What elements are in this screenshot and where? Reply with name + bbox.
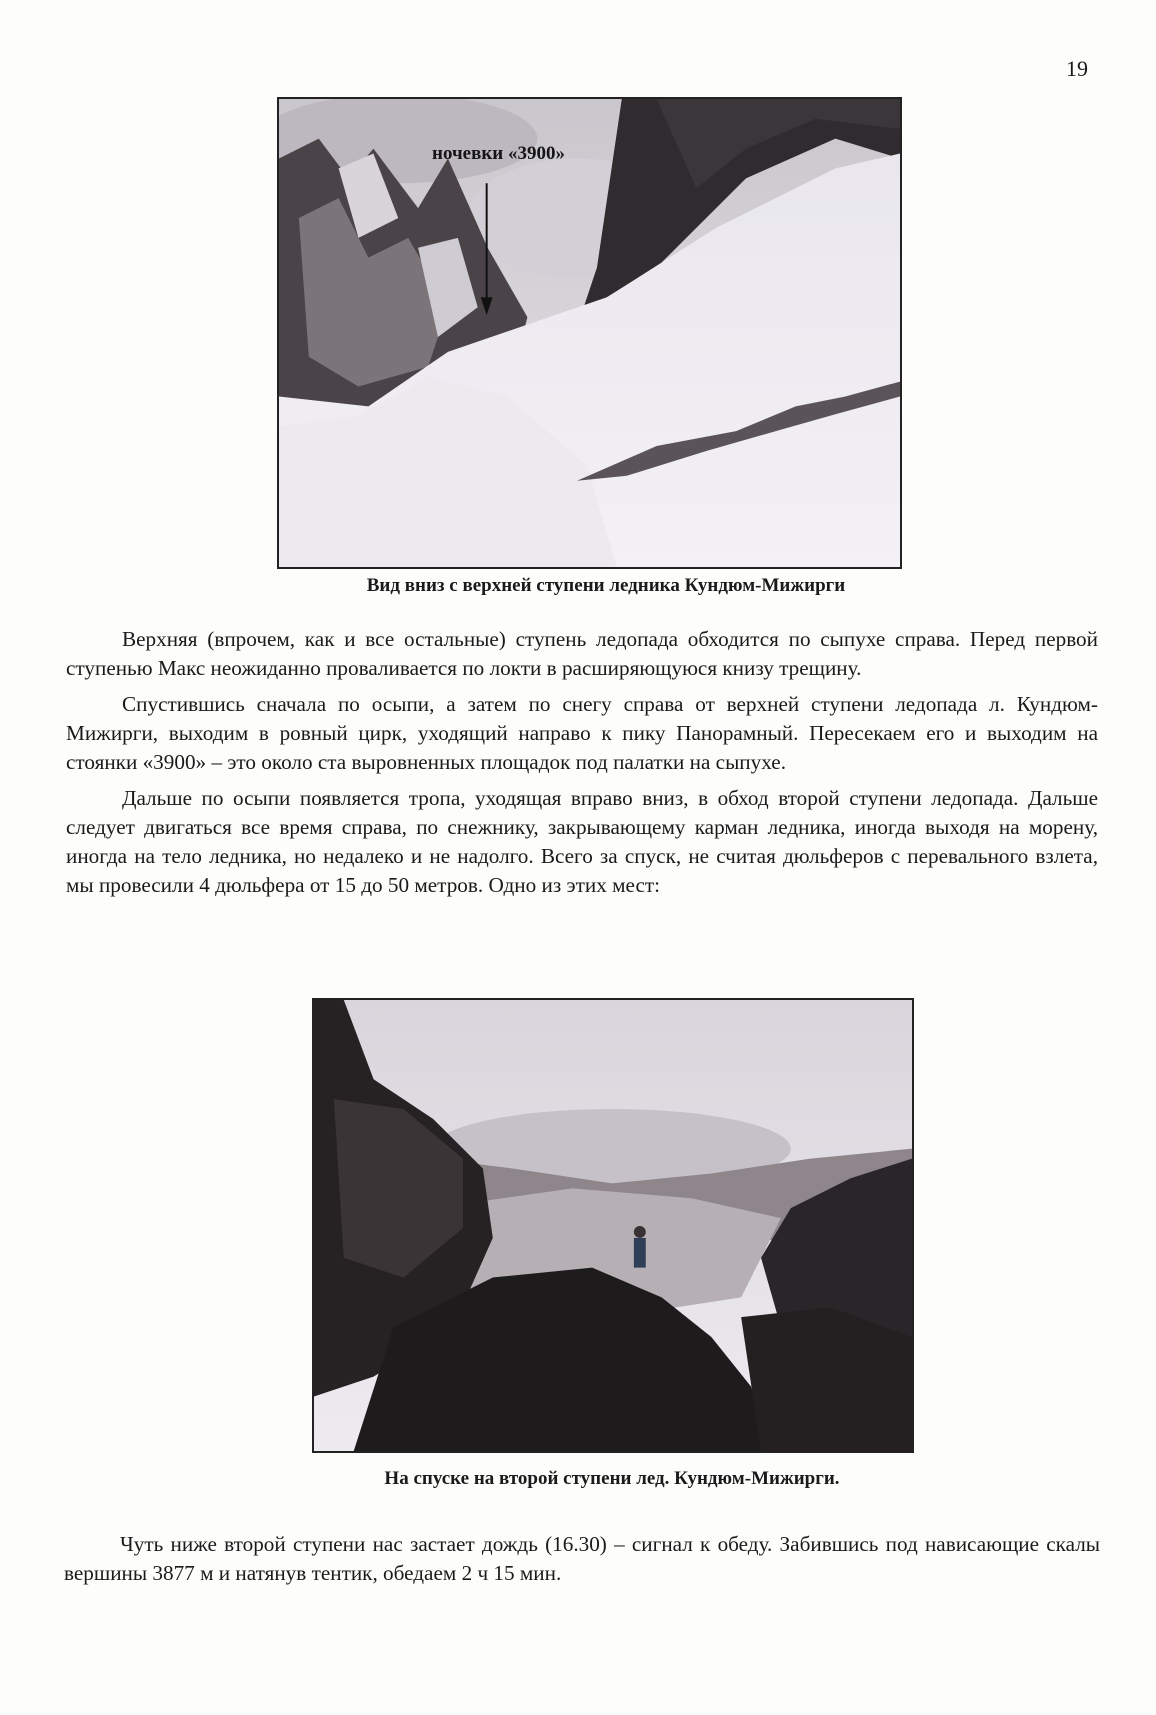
glacier-photo-upper-step: [277, 97, 902, 569]
paragraph-3: Дальше по осыпи появляется тропа, уходящая вправо вниз, в обход второй ступени ледопада. Дальше следует двигаться все время справа, по снежнику, закрывающему карман ледника, иногда выходя на морену, иногда на тело ледника, но недалеко и не надолго. Всего за спуск, не считая дюльферов с перевального взлета, мы провесили 4 дюльфера от 15 до 50 метров. Одно из этих мест:: [66, 786, 1098, 897]
body-text: [66, 625, 1098, 907]
paragraph-1: Верхняя (впрочем, как и все остальные) ступень ледопада обходится по сыпухе справа. Перед первой ступенью Макс неожиданно проваливается по локти в расширяющуюся книзу трещину.: [66, 627, 1098, 680]
campsite-label: ночевки «3900»: [432, 143, 566, 164]
descent-photo-second-step: [312, 998, 914, 1453]
photo1-caption: Вид вниз с верхней ступени ледника Кундюм-Мижирги: [366, 575, 846, 596]
closing-paragraph: Чуть ниже второй ступени нас застает дождь (16.30) – сигнал к обеду. Забившись под нависающие скалы вершины 3877 м и натянув тентик, обедаем 2 ч 15 мин.: [64, 1532, 1100, 1585]
descent-photo-image: [314, 1000, 912, 1451]
page-number: 19: [1066, 56, 1088, 81]
glacier-photo-image: [279, 99, 900, 567]
paragraph-2: Спустившись сначала по осыпи, а затем по снегу справа от верхней ступени ледопада л. Кундюм-Мижирги, выходим в ровный цирк, уходящий направо к пику Панорамный. Пересекаем его и выходим на стоянки «3900» – это около ста выровненных площадок под палатки на сыпухе.: [66, 692, 1098, 774]
photo2-caption: На спуске на второй ступени лед. Кундюм-Мижирги.: [384, 1468, 840, 1489]
closing-text: [64, 1530, 1100, 1595]
